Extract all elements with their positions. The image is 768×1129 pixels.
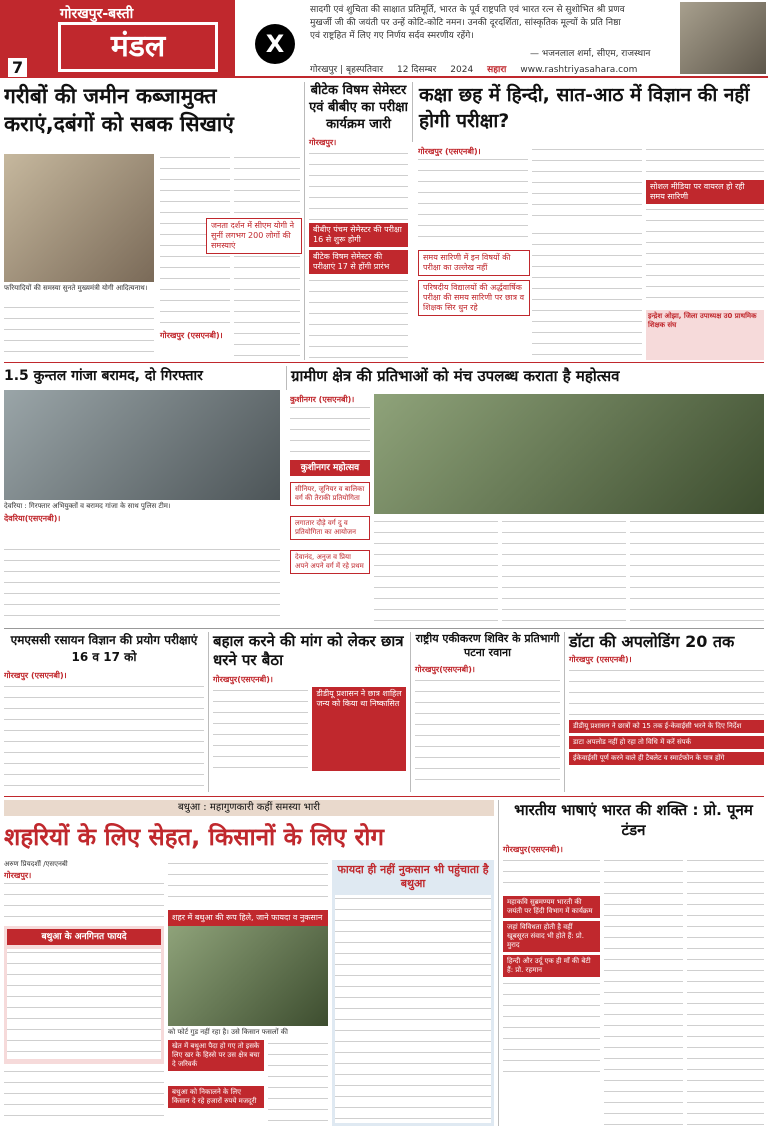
story-students-dateline: गोरखपुर(एसएनबी)। (213, 675, 273, 684)
story-exam-pill-1: समय सारिणी में इन विषयों की परीक्षा का उल्लेख नहीं (418, 250, 530, 276)
story-bathua-headline: शहरियों के लिए सेहत, किसानों के लिए रोग (4, 822, 494, 852)
edition-region: गोरखपुर-बस्ती (60, 6, 134, 22)
story-btech-pill-2: बीटेक विषम सेमेस्टर की परीक्षाएं 17 से होंगी प्रारंभ (309, 250, 408, 274)
story-festival-pill-1: सीनियर, जूनियर व बालिका वर्ग की तैराकी प्रतियोगिता (290, 482, 370, 506)
story-bathua-photo-cap2: को फोर्ट गुड नहीं रहा है। उसे किसान फसलों की (168, 1028, 288, 1036)
story-btech-body-1 (309, 150, 408, 220)
leader-quote: सादगी एवं शुचिता की साक्षात प्रतिमूर्ति, भारत के पूर्व राष्ट्रपति एवं भारत रत्न से सुशोभित श्री प्रणव मुखर्जी जी की जयंती पर उन्हें कोटि-कोटि नमन। उनकी दूरदर्शिता, सांस्कृतिक मूल्यों के प्रति निष्ठा एवं राष्ट्रहित में लिए गए निर्णय सर्दव स्मरणीय रहेंगे। (310, 5, 625, 41)
story-exam-pill-2: परिषदीय विद्यालयों की अर्द्धवार्षिक परीक्षा की समय सारिणी पर छात्र व शिक्षक सिर धुन रहे (418, 280, 530, 316)
story-festival-pill-3: देवानंद, अनुज व प्रिया अपने अपने वर्ग में रहे प्रथम (290, 550, 370, 574)
paper-logo: सहारा (487, 65, 507, 75)
story-dot-headline: डॉटा की अपलोडिंग 20 तक (569, 632, 735, 651)
story-languages-headline: भारतीय भाषाएं भारत की शक्ति : प्रो. पूनम टंडन (514, 801, 753, 839)
divider-top (4, 362, 764, 363)
story-bathua-col-1b (4, 1068, 164, 1126)
story-students-headline: बहाल करने की मांग को लेकर छात्र धरने पर बैठा (213, 632, 404, 669)
divider-mid (4, 628, 764, 629)
story-festival-pill-2: लगातार दौड़े वर्ग दु व प्रतियोगिता का आयोजन (290, 516, 370, 540)
story-bathua-col-1a (4, 880, 164, 924)
story-festival-tag: कुशीनगर महोत्सव (290, 460, 370, 476)
story-bathua-byline: अरुण प्रियदर्शी /एसएनबी (4, 860, 68, 868)
story-btech-body-2 (309, 277, 408, 360)
story-dot-dateline: गोरखपुर (एसएनबी)। (569, 655, 632, 664)
story-bathua-side-box (332, 860, 494, 1126)
story-festival-body (290, 394, 764, 624)
edition-brand: मंडल (58, 22, 218, 72)
dateline-city: गोरखपुर | बृहस्पतिवार (310, 65, 383, 75)
story-btech-dateline: गोरखपुर। (309, 138, 337, 147)
story-students-col-1 (213, 687, 308, 771)
story-dot-pill-2: डाटा अपलोड नहीं हो रहा तो विधि में करें संपर्क (569, 736, 764, 749)
story-ganja (4, 366, 280, 542)
story-dot-pill-3: ईकेवाईसी पूर्ण करने वाले ही टैबलेट व स्मार्टफोन के पात्र होंगे (569, 752, 764, 765)
story-chemistry (4, 632, 204, 792)
story-languages-col-1b (503, 980, 600, 1080)
story-ganja-caption: देवरिया : गिरफ्तार अभियुक्तों व बरामद गांजा के साथ पुलिस टीम। (4, 502, 171, 510)
story-bathua-benefits-head: बथुआ के अनगिनत फायदे (7, 929, 161, 945)
story-land-photo (4, 154, 154, 282)
story-bathua-side-body (335, 895, 491, 1123)
story-festival-col-2 (374, 518, 498, 622)
story-rashtriya-dateline: गोरखपुर(एसएनबी)। (415, 665, 475, 674)
story-exam-credit: इन्द्रेश ओझा, जिला उपाध्यक्ष उ0 प्राथमिक शिक्षक संघ (648, 312, 757, 329)
story-chemistry-dateline: गोरखपुर (एसएनबी)। (4, 671, 67, 680)
story-ganja-photo (4, 390, 280, 500)
dateline-year: 2024 (450, 65, 474, 75)
page-number: 7 (8, 58, 27, 77)
story-bathua-side-headline: फायदा ही नहीं नुकसान भी पहुंचाता है बथुआ (337, 863, 489, 890)
story-languages-col-1a (503, 857, 600, 893)
story-festival-col-1 (290, 404, 370, 454)
story-land-headline-block (4, 82, 300, 154)
story-dot-pill-1: डीडीयू प्रशासन ने छात्रों को 15 तक ई-केवाईसी भरने के दिए निर्देश (569, 720, 764, 733)
story-land-highlight (206, 218, 302, 258)
story-exam-col-1a (418, 156, 528, 246)
story-festival-col-4 (630, 518, 764, 622)
story-dot-body (569, 667, 764, 717)
story-bathua-photo-caption: शहर में बथुआ की रूप हिले, जाने फायदा व नुकसान (168, 910, 328, 926)
x-logo-icon: X (255, 24, 295, 64)
story-languages-col-2 (604, 857, 683, 1126)
story-bathua-headline-block (4, 822, 494, 856)
story-bathua-kicker-block (4, 800, 494, 820)
story-languages (498, 800, 764, 1126)
story-exam-side-head: सोशल मीडिया पर वायरल हो रही समय सारिणी (646, 180, 764, 204)
story-festival-headline: ग्रामीण क्षेत्र की प्रतिभाओं को मंच उपलब्ध कराता है महोत्सव (291, 367, 620, 385)
story-btech-pill-1: बीबीए पंचम सेमेस्टर की परीक्षा 16 से शुरू होगी (309, 223, 408, 247)
story-exam-col-3a (646, 146, 764, 178)
story-bathua-pill-2: बथुआ को निकालने के लिए किसान दे रहे हजारों रुपये मजदूरी (168, 1086, 264, 1108)
divider-bottom (4, 796, 764, 797)
story-exam-col-2b (532, 230, 642, 360)
story-bathua-benefits-body (7, 949, 161, 1059)
story-btech (304, 82, 408, 360)
story-rashtriya (410, 632, 560, 792)
story-bathua-kicker: बधुआ : महागुणकारी कहीं समस्या भारी (4, 800, 494, 816)
story-land-photo-caption: फरियादियों की समस्या सुनते मुख्यमंत्री योगी आदित्यनाथ। (4, 284, 148, 292)
story-exam-col-2a (532, 146, 642, 226)
story-languages-dateline: गोरखपुर(एसएनबी)। (503, 845, 563, 854)
story-land-headline: गरीबों की जमीन कब्जामुक्त कराएं,दबंगों को सबक सिखाएं (4, 84, 234, 136)
story-bathua-col-2a (168, 860, 328, 906)
story-bathua-dateline: गोरखपुर। (4, 871, 32, 880)
story-festival-photo (374, 394, 764, 514)
story-festival-headline-block (286, 366, 764, 390)
issue-dateline (310, 62, 766, 78)
story-languages-col-1 (503, 857, 600, 1126)
story-exam-credit-box (646, 310, 764, 360)
story-rashtriya-headline: राष्ट्रीय एकीकरण शिविर के प्रतिभागी पटना रवाना (415, 632, 560, 659)
story-exam-headline-block (412, 82, 764, 142)
story-exam-dateline: गोरखपुर (एसएनबी)। (418, 147, 481, 156)
quote-attribution: — भजनलाल शर्मा, सीएम, राजस्थान (530, 49, 651, 59)
story-languages-pill-3: हिन्दी और उर्दू एक ही माँ की बेटी हैं: प्रो. रहमान (503, 955, 600, 977)
story-dot (564, 632, 764, 792)
story-ganja-dateline: देवरिया(एसएनबी)। (4, 514, 61, 523)
story-chemistry-body (4, 683, 204, 787)
story-land-highlight-text: जनता दर्शन में सीएम योगी ने सुनीं लगभग 200 लोगों की समस्याएं (206, 218, 302, 254)
story-students-columns (213, 687, 406, 771)
story-festival-dateline: कुशीनगर (एसएनबी)। (290, 395, 355, 404)
story-students-pill: डीडीयू प्रशासन ने छात्र शाहिल जन्य को किया था निष्कासित (312, 687, 406, 771)
story-exam-col-3b (646, 206, 764, 306)
story-bathua-photo (168, 926, 328, 1026)
story-bathua-benefits-box (4, 926, 164, 1064)
story-languages-columns (503, 857, 764, 1126)
story-bathua-body (4, 860, 494, 1126)
brand-block (0, 0, 235, 78)
story-exam-body (418, 146, 764, 360)
story-exam-headline: कक्षा छह में हिन्दी, सात-आठ में विज्ञान की नहीं होगी परीक्षा? (419, 84, 750, 132)
story-land-column-3 (4, 304, 154, 360)
story-bathua-pill-1: खेत में बथुआ पैदा हो गए तो इसके लिए खर के हिस्से पर उस क्षेत्र बचा दे जरिवर्क (168, 1040, 264, 1071)
story-chemistry-headline: एमएससी रसायन विज्ञान की प्रयोग परीक्षाएं 16 व 17 को (10, 633, 198, 664)
story-rashtriya-body (415, 677, 560, 787)
story-ganja-headline: 1.5 कुन्तल गांजा बरामद, दो गिरफ्तार (4, 368, 203, 384)
story-land-dateline: गोरखपुर (एसएनबी)। (160, 331, 223, 340)
dateline-date: 12 दिसम्बर (397, 65, 437, 75)
story-languages-pill-2: जहां विविधता होती है वहीं खूबसूरत संवाद भी होते हैं: प्रो. मुराद (503, 921, 600, 952)
story-languages-col-3 (687, 857, 764, 1126)
story-festival-col-3 (502, 518, 626, 622)
story-btech-headline: बीटेक विषम सेमेस्टर एवं बीबीए का परीक्षा कार्यक्रम जारी (309, 83, 408, 132)
masthead (0, 0, 768, 78)
story-languages-pill-1: महाकवि सुब्रमण्यम भारती की जयंती पर हिंदी विभाग में कार्यक्रम (503, 896, 600, 918)
story-bathua-col-2b (268, 1040, 328, 1126)
paper-website[interactable]: www.rashtriyasahara.com (520, 65, 638, 75)
story-students (208, 632, 406, 792)
